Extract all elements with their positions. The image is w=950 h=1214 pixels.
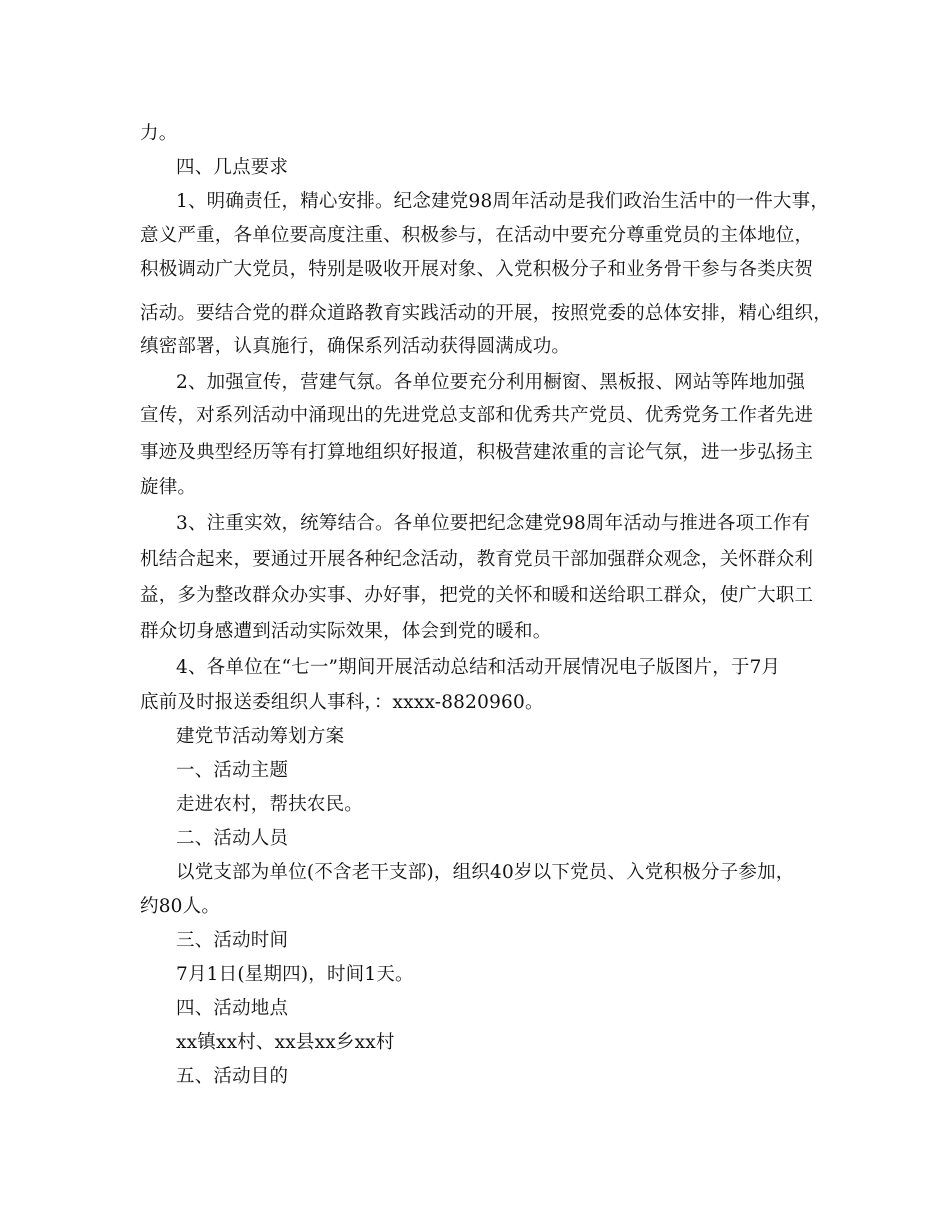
text-line: 事迹及典型经历等有打算地组织好报道，积极营建浓重的言论气氛，进一步弘扬主 (140, 442, 814, 463)
text-line: 活动。要结合党的群众道路教育实践活动的开展，按照党委的总体安排，精心组织， (140, 303, 832, 324)
text-line: 力。 (140, 123, 178, 144)
text-line: 宣传，对系列活动中涌现出的先进党总支部和优秀共产党员、优秀党务工作者先进 (140, 405, 814, 426)
text-line: xx镇xx村、xx县xx乡xx村 (176, 1032, 395, 1053)
plan-title: 建党节活动筹划方案 (176, 726, 345, 747)
text-line: 2、加强宣传，营建气氛。各单位要充分利用橱窗、黑板报、网站等阵地加强 (176, 372, 806, 393)
section-heading: 四、几点要求 (176, 157, 289, 178)
text-line: 4、各单位在“七一”期间开展活动总结和活动开展情况电子版图片，于7月 (176, 657, 781, 678)
text-line: 缜密部署，认真施行，确保系列活动获得圆满成功。 (140, 336, 571, 357)
text-line: 1、明确责任，精心安排。纪念建党98周年活动是我们政治生活中的一件大事， (176, 191, 830, 212)
text-line: 约80人。 (140, 896, 221, 917)
text-line: 3、注重实效，统筹结合。各单位要把纪念建党98周年活动与推进各项工作有 (176, 513, 811, 534)
text-line: 走进农村，帮扶农民。 (176, 794, 364, 815)
section-heading: 五、活动目的 (176, 1066, 289, 1087)
text-line: 旋律。 (140, 477, 197, 498)
section-heading: 四、活动地点 (176, 998, 289, 1019)
text-line: 以党支部为单位(不含老干支部)，组织40岁以下党员、入党积极分子参加， (176, 862, 795, 883)
text-line: 意义严重，各单位要高度注重、积极参与，在活动中要充分尊重党员的主体地位， (140, 225, 814, 246)
section-heading: 一、活动主题 (176, 760, 289, 781)
text-line: 7月1日(星期四)，时间1天。 (176, 964, 414, 985)
section-heading: 三、活动时间 (176, 930, 289, 951)
section-heading: 二、活动人员 (176, 828, 289, 849)
text-line: 积极调动广大党员，特别是吸收开展对象、入党积极分子和业务骨干参与各类庆贺 (140, 259, 814, 280)
text-line: 群众切身感遭到活动实际效果，体会到党的暖和。 (140, 621, 552, 642)
text-line: 机结合起来，要通过开展各种纪念活动，教育党员干部加强群众观念，关怀群众利 (140, 549, 814, 570)
text-line: 底前及时报送委组织人事科，：xxxx-8820960。 (140, 692, 544, 713)
text-line: 益，多为整改群众办实事、办好事，把党的关怀和暖和送给职工群众，使广大职工 (140, 585, 814, 606)
